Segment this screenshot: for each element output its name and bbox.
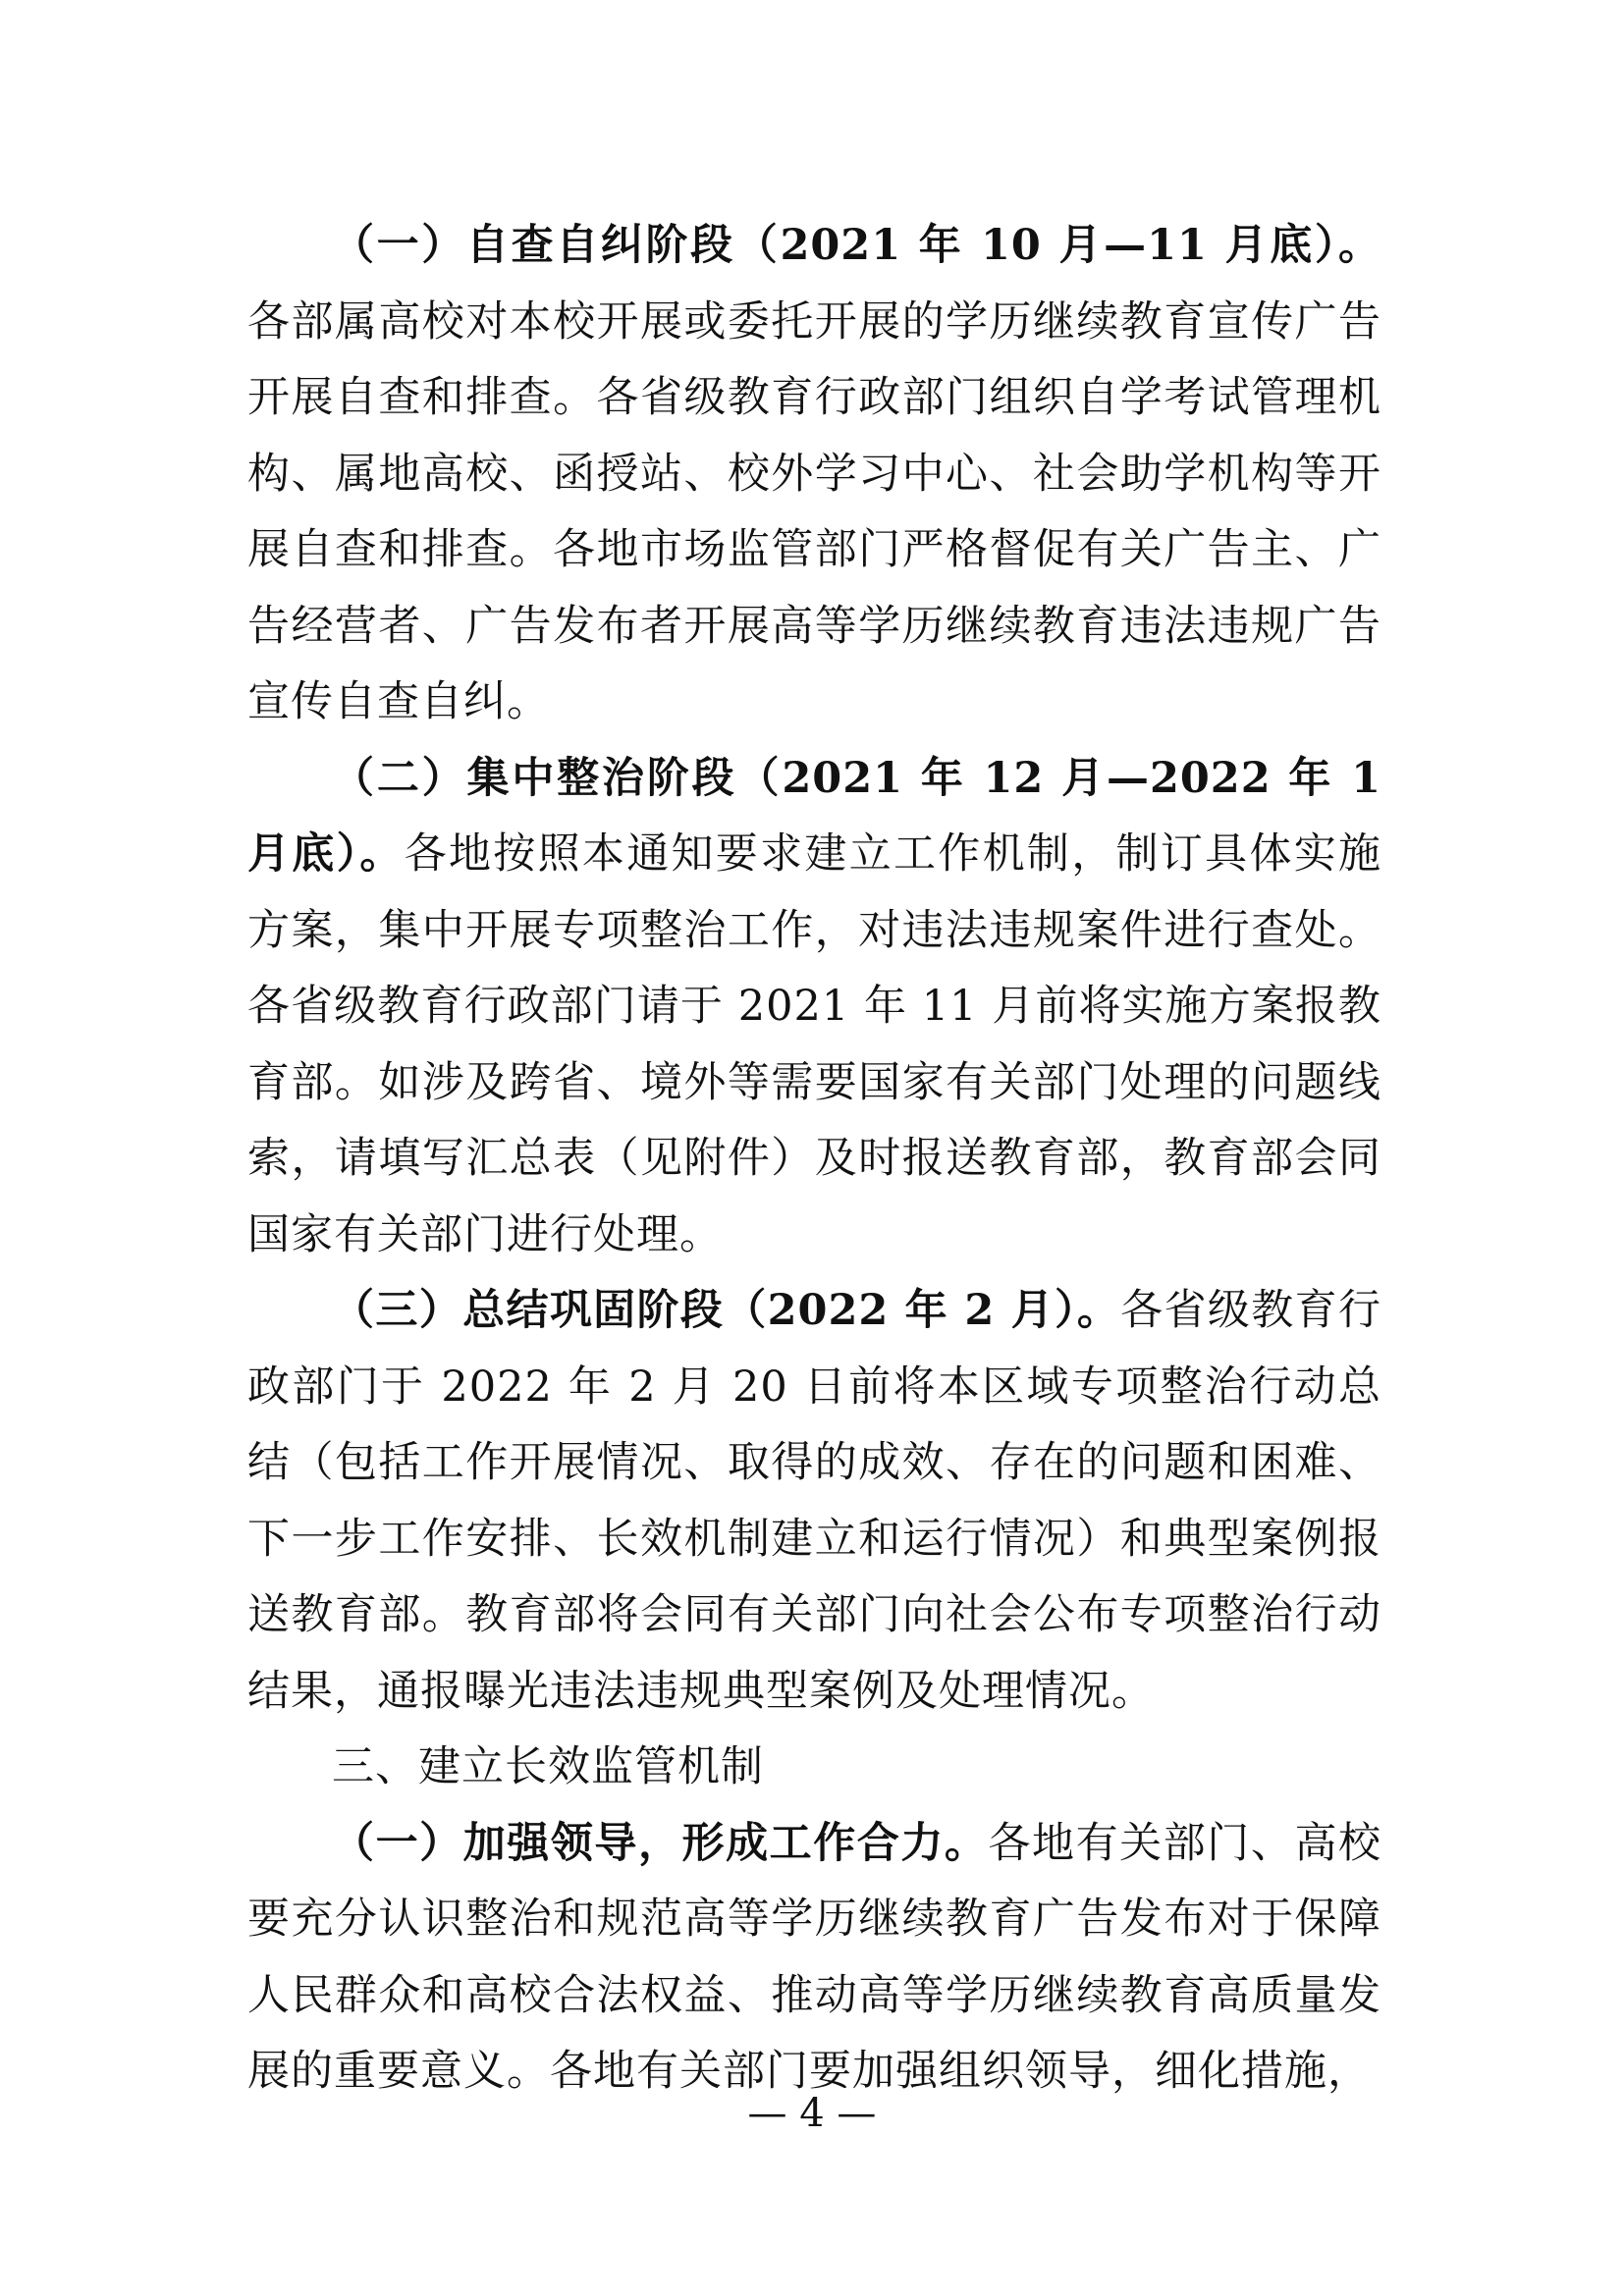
paragraph-lead: （三）总结巩固阶段（2022 年 2 月）。 bbox=[332, 1286, 1121, 1335]
paragraph-text: 各地按照本通知要求建立工作机制，制订具体实施方案，集中开展专项整治工作，对违法违规案件进行查处。各省级教育行政部门请于 2021 年 11 月前将实施方案报教育部。如涉及跨省、境外等需要国家有关部门处理的问题线索，请填写汇总表（见附件）及时报送教育部，教育部会同国家有关部门进行处理。 bbox=[247, 829, 1382, 1259]
paragraph-lead: （一）自查自纠阶段（2021 年 10 月—11 月底）。 bbox=[332, 221, 1381, 270]
paragraph-summary-consolidation bbox=[247, 1273, 1381, 1730]
section-heading: 三、建立长效监管机制 bbox=[332, 1742, 764, 1791]
paragraph-text: 各省级教育行政部门于 2022 年 2 月 20 日前将本区域专项整治行动总结（包括工作开展情况、取得的成效、存在的问题和困难、下一步工作安排、长效机制建立和运行情况）和典型案例报送教育部。教育部将会同有关部门向社会公布专项整治行动结果，通报曝光违法违规典型案例及处理情况。 bbox=[247, 1286, 1382, 1716]
paragraph-text: 各地有关部门、高校要充分认识整治和规范高等学历继续教育广告发布对于保障人民群众和高校合法权益、推动高等学历继续教育高质量发展的重要意义。各地有关部门要加强组织领导，细化措施， bbox=[247, 1818, 1382, 2096]
paragraph-lead: （二）集中整治阶段（2021 年 12 月—2022 年 1 月底）。 bbox=[247, 753, 1381, 879]
paragraph-centralized-rectification bbox=[247, 741, 1381, 1274]
document-body bbox=[247, 208, 1381, 2110]
paragraph-strengthen-leadership bbox=[247, 1806, 1381, 2110]
paragraph-text: 各部属高校对本校开展或委托开展的学历继续教育宣传广告开展自查和排查。各省级教育行政部门组织自学考试管理机构、属地高校、函授站、校外学习中心、社会助学机构等开展自查和排查。各地市场监管部门严格督促有关广告主、广告经营者、广告发布者开展高等学历继续教育违法违规广告宣传自查自纠。 bbox=[247, 296, 1381, 726]
page-number: — 4 — bbox=[747, 2091, 877, 2136]
paragraph-lead: （一）加强领导，形成工作合力。 bbox=[332, 1818, 989, 1868]
paragraph-self-inspection bbox=[247, 208, 1381, 741]
